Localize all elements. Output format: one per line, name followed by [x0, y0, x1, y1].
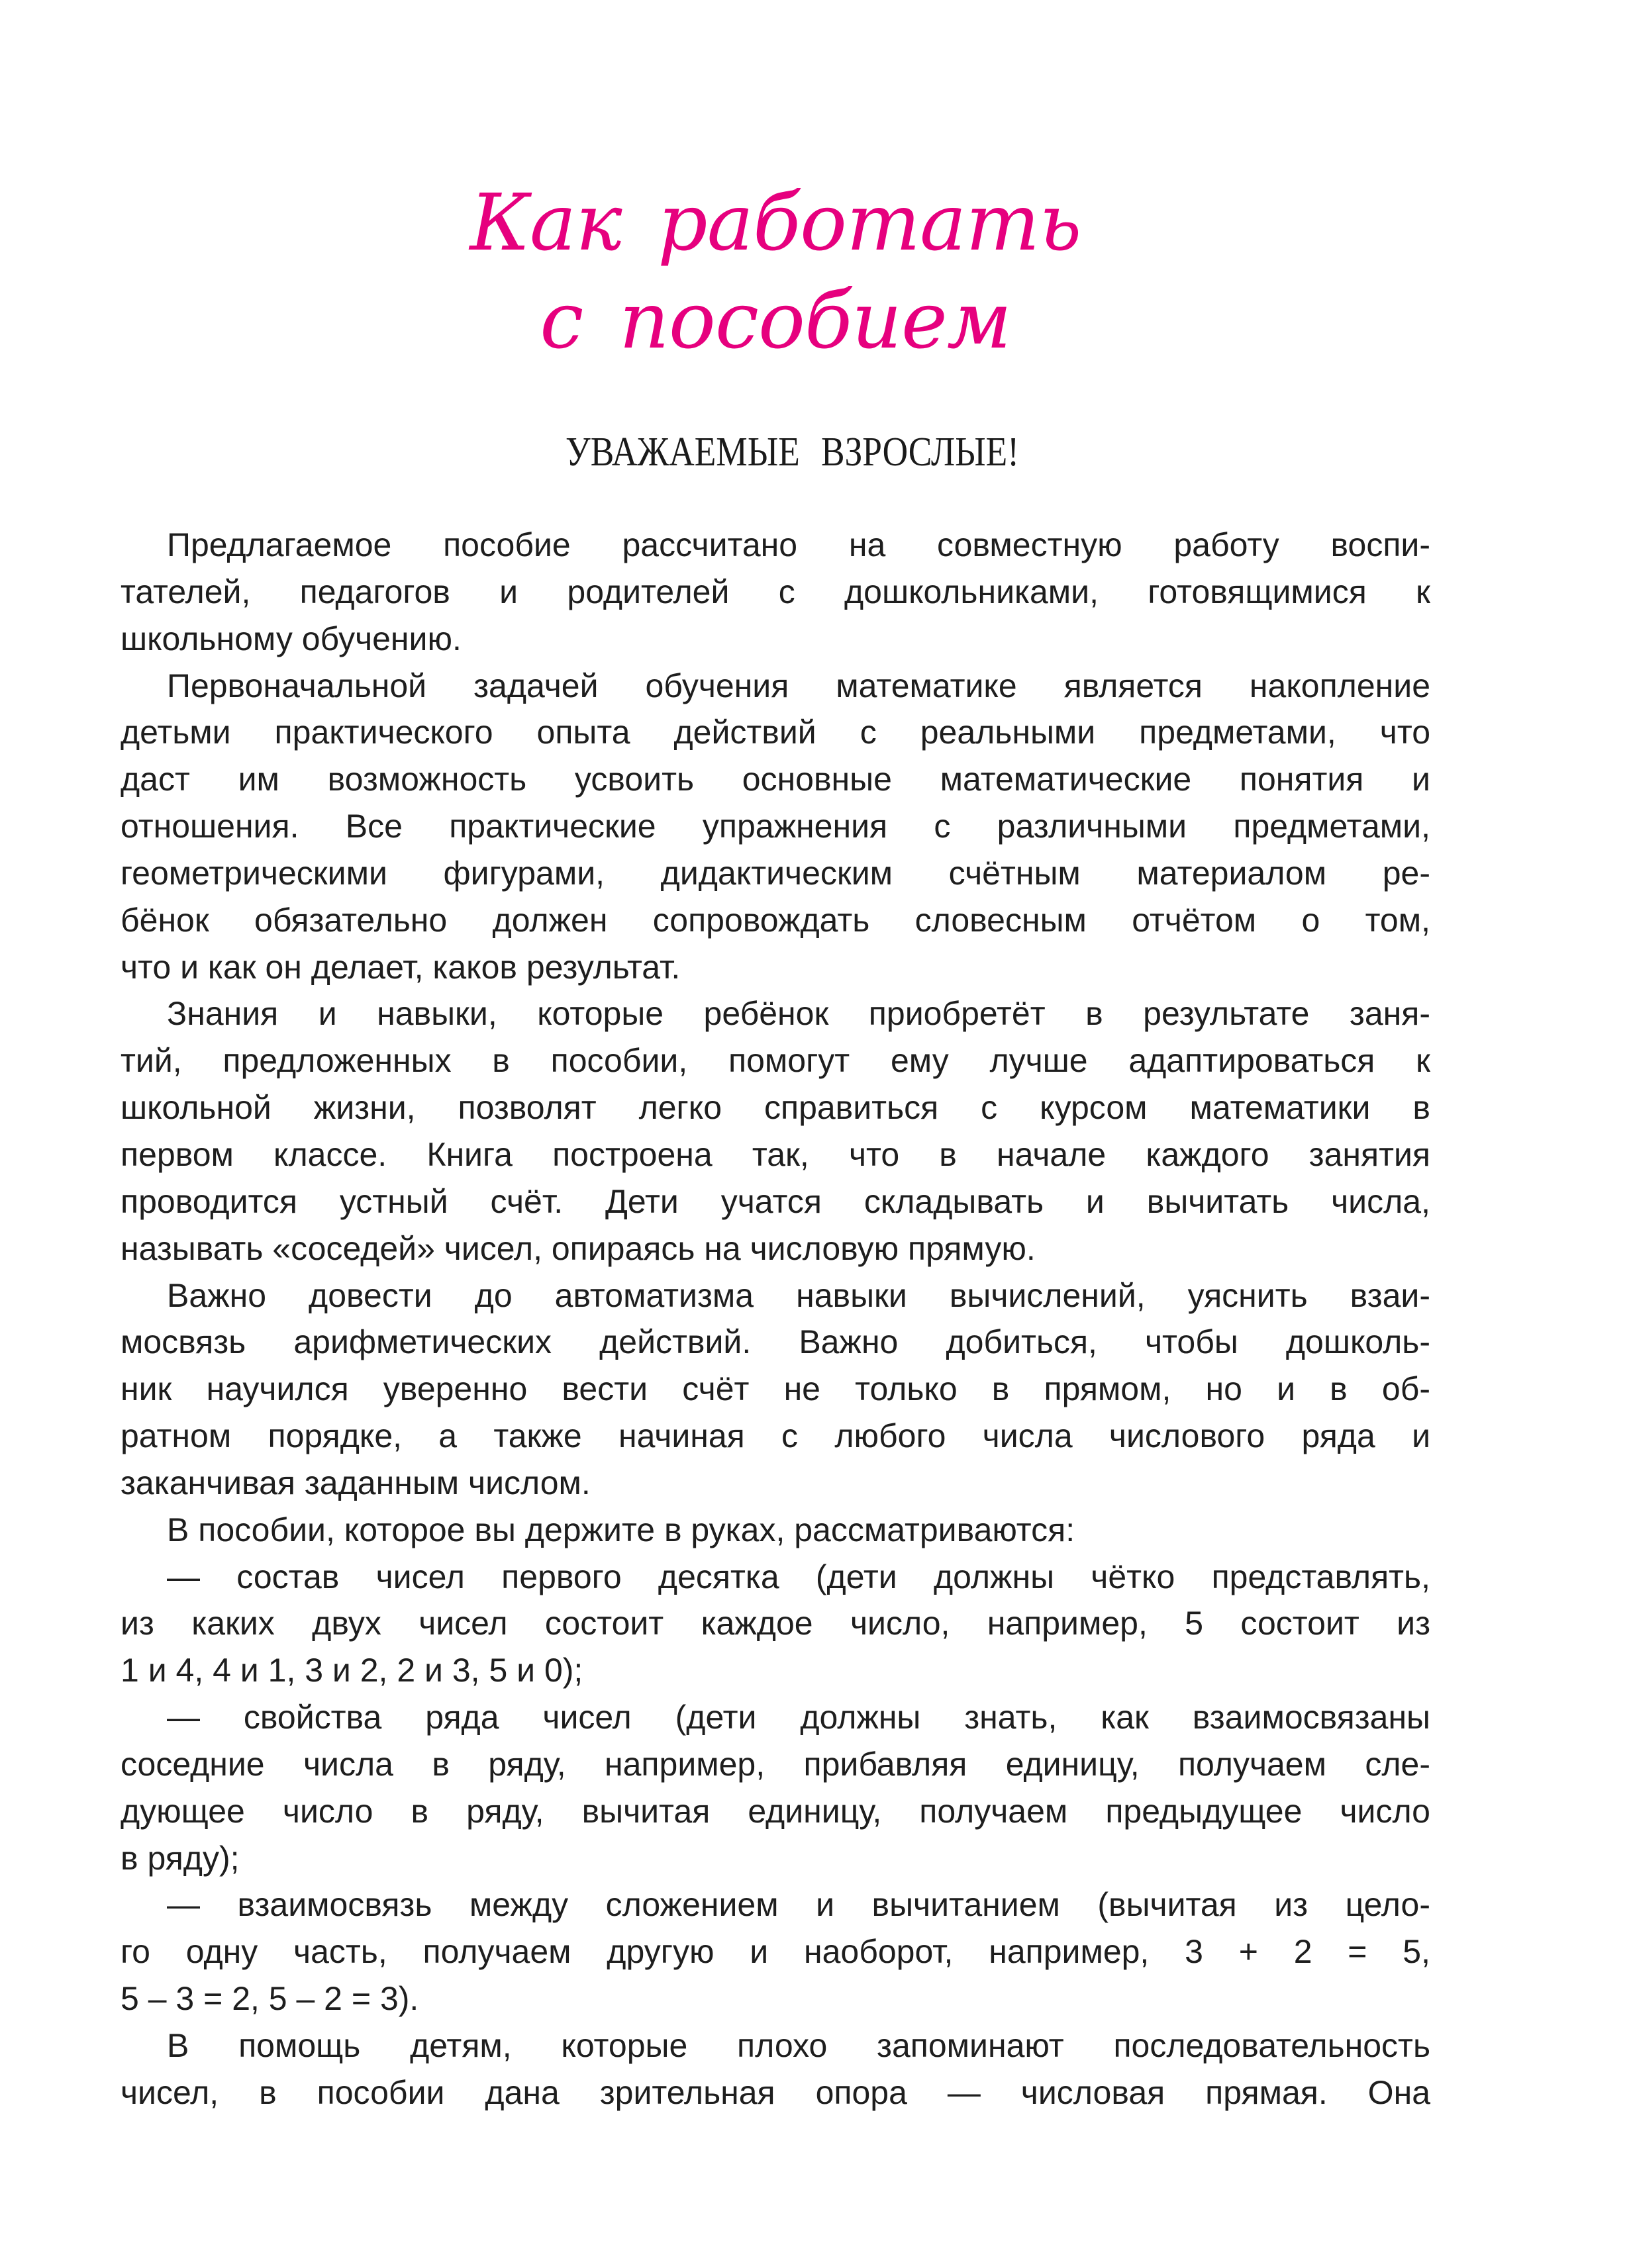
- title-line-1: Как работать: [469, 177, 1081, 268]
- paragraph-number-line: [121, 2022, 1430, 2116]
- section-heading: УВАЖАЕМЫЕ ВЗРОСЛЫЕ!: [565, 430, 1019, 475]
- text-line: Предлагаемое пособие рассчитано на совместную работу воспи-: [167, 526, 1430, 563]
- text-line: В пособии, которое вы держите в руках, рассматриваются:: [167, 1511, 1075, 1548]
- text-line: первом классе. Книга построена так, что в начале каждого занятия: [121, 1135, 1430, 1173]
- text-line: школьной жизни, позволят легко справиться с курсом математики в: [121, 1089, 1430, 1127]
- text-line: Первоначальной задачей обучения математике является накопление: [167, 667, 1430, 704]
- page-title: [121, 173, 1430, 369]
- text-line: го одну часть, получаем другую и наоборот, например, 3 + 2 = 5,: [121, 1933, 1430, 1971]
- text-line: — состав чисел первого десятка (дети должны чётко представлять,: [167, 1558, 1430, 1595]
- text-line: Знания и навыки, которые ребёнок приобретёт в результате заня-: [167, 995, 1430, 1033]
- list-item-addition-subtraction: [121, 1881, 1430, 2022]
- text-line: что и как он делает, каков результат.: [121, 948, 681, 986]
- paragraph-skills: [121, 990, 1430, 1272]
- title-line-2: с пособием: [540, 275, 1011, 366]
- text-line: Важно довести до автоматизма навыки вычислений, уяснить взаи-: [167, 1276, 1430, 1314]
- text-line: заканчивая заданным числом.: [121, 1464, 591, 1501]
- paragraph-intro: [121, 522, 1430, 663]
- paragraph-goals: [121, 663, 1430, 991]
- text-line: тий, предложенных в пособии, помогут ему лучше адаптироваться к: [121, 1042, 1430, 1080]
- text-line: отношения. Все практические упражнения с различными предметами,: [121, 808, 1430, 845]
- text-line: 5 – 3 = 2, 5 – 2 = 3).: [121, 1980, 419, 2018]
- text-line: проводится устный счёт. Дети учатся складывать и вычитать числа,: [121, 1182, 1430, 1220]
- text-line: соседние числа в ряду, например, прибавляя единицу, получаем сле-: [121, 1745, 1430, 1783]
- text-line: — взаимосвязь между сложением и вычитанием (вычитая из цело-: [167, 1886, 1430, 1924]
- text-line: называть «соседей» чисел, опираясь на числовую прямую.: [121, 1229, 1036, 1267]
- text-line: чисел, в пособии дана зрительная опора — числовая прямая. Она: [121, 2073, 1430, 2111]
- text-line: В помощь детям, которые плохо запоминают последовательность: [167, 2027, 1430, 2064]
- text-line: тателей, педагогов и родителей с дошкольниками, готовящимися к: [121, 573, 1430, 610]
- text-line: даст им возможность усвоить основные математические понятия и: [121, 761, 1430, 798]
- text-line: геометрическими фигурами, дидактическим счётным материалом ре-: [121, 854, 1430, 892]
- text-line: школьному обучению.: [121, 620, 462, 657]
- list-item-number-composition: [121, 1554, 1430, 1695]
- text-line: ник научился уверенно вести счёт не только в прямом, но и в об-: [121, 1370, 1430, 1408]
- text-line: из каких двух чисел состоит каждое число, например, 5 состоит из: [121, 1605, 1430, 1642]
- body-text: [121, 522, 1430, 2116]
- list-item-number-series: [121, 1694, 1430, 1881]
- text-line: дующее число в ряду, вычитая единицу, получаем предыдущее число: [121, 1792, 1430, 1830]
- text-line: 1 и 4, 4 и 1, 3 и 2, 2 и 3, 5 и 0);: [121, 1652, 583, 1689]
- paragraph-list-intro: [121, 1507, 1430, 1554]
- text-line: — свойства ряда чисел (дети должны знать, как взаимосвязаны: [167, 1699, 1430, 1736]
- text-line: детьми практического опыта действий с реальными предметами, что: [121, 714, 1430, 751]
- text-line: мосвязь арифметических действий. Важно добиться, чтобы дошколь-: [121, 1323, 1430, 1361]
- paragraph-automatism: [121, 1272, 1430, 1507]
- text-line: бёнок обязательно должен сопровождать словесным отчётом о том,: [121, 901, 1430, 939]
- text-line: в ряду);: [121, 1839, 240, 1877]
- text-line: ратном порядке, а также начиная с любого числа числового ряда и: [121, 1417, 1430, 1455]
